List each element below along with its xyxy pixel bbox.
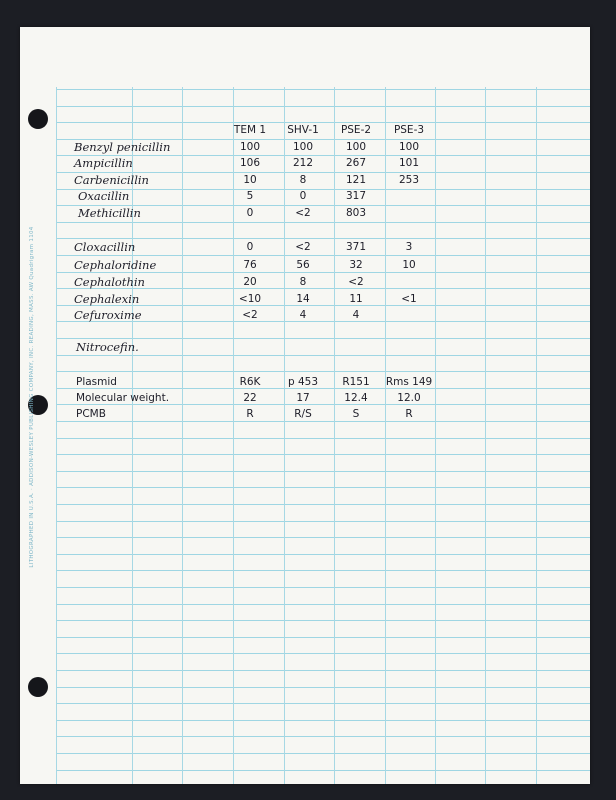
row-label: Oxacillin (78, 189, 130, 203)
table-cell: 4 (299, 309, 307, 321)
row-label: Benzyl penicillin (74, 140, 171, 154)
grid-line (56, 687, 590, 688)
table-cell: Rms 149 (385, 376, 433, 388)
margin-imprint-text: LITHOGRAPHED IN U.S.A. · ADDISON-WESLEY PUBLISHING COMPANY, INC. READING, MASS. AW Quadrigram 1104 (29, 226, 35, 568)
grid-line (56, 355, 590, 356)
grid-line (536, 87, 537, 784)
grid-line (56, 753, 590, 754)
grid-line (56, 238, 590, 239)
grid-line (56, 604, 590, 605)
table-cell: 10 (243, 174, 257, 186)
table-cell: <2 (348, 276, 364, 288)
grid-line (56, 620, 590, 621)
table-cell: 100 (345, 141, 367, 153)
grid-line (56, 89, 590, 90)
grid-line (56, 653, 590, 654)
grid-line (56, 504, 590, 505)
row-label: PCMB (76, 408, 106, 420)
notebook-page (20, 27, 590, 784)
column-header-pse3: PSE-3 (393, 124, 425, 136)
grid-line (56, 720, 590, 721)
table-cell: R/S (294, 408, 312, 420)
table-cell: 11 (349, 293, 363, 305)
grid-line (56, 421, 590, 422)
table-cell: R (246, 408, 254, 420)
grid-line (56, 255, 590, 256)
table-cell: <2 (295, 241, 311, 253)
table-cell: 14 (296, 293, 310, 305)
grid-line (56, 438, 590, 439)
row-label: Carbenicillin (74, 173, 149, 187)
grid-line (56, 371, 590, 372)
column-header-tem1: TEM 1 (233, 124, 267, 136)
row-label: Ampicillin (74, 156, 133, 170)
grid-line (56, 570, 590, 571)
grid-line (56, 87, 57, 784)
table-cell: S (352, 408, 360, 420)
table-cell: 0 (299, 190, 307, 202)
table-cell: 3 (405, 241, 413, 253)
table-cell: 76 (243, 259, 257, 271)
table-cell: 0 (246, 207, 254, 219)
grid-line (56, 537, 590, 538)
table-cell: 803 (345, 207, 367, 219)
row-label: Molecular weight. (76, 392, 170, 404)
table-cell: 212 (292, 157, 314, 169)
grid-line (56, 487, 590, 488)
grid-line (56, 587, 590, 588)
row-label: Cephaloridine (74, 258, 157, 272)
nitrocefin-label: Nitrocefin. (76, 340, 139, 354)
row-label: Cephalothin (74, 275, 145, 289)
punch-hole-bottom (28, 677, 48, 697)
column-header-pse2: PSE-2 (340, 124, 372, 136)
grid-line (56, 471, 590, 472)
table-cell: <1 (401, 293, 417, 305)
table-cell: 5 (246, 190, 254, 202)
table-cell: <2 (295, 207, 311, 219)
row-label: Plasmid (76, 376, 117, 388)
grid-line (56, 338, 590, 339)
table-cell: 12.4 (344, 392, 368, 404)
grid-line (132, 87, 133, 784)
grid-line (56, 554, 590, 555)
row-label: Cloxacillin (74, 240, 136, 254)
grid-line (385, 87, 386, 784)
table-cell: p 453 (287, 376, 319, 388)
table-cell: 253 (398, 174, 420, 186)
table-cell: R151 (342, 376, 370, 388)
table-cell: 0 (246, 241, 254, 253)
table-cell: 317 (345, 190, 367, 202)
grid-line (56, 521, 590, 522)
table-cell: R (405, 408, 413, 420)
column-header-shv1: SHV-1 (287, 124, 319, 136)
table-cell: 12.0 (397, 392, 421, 404)
table-cell: 371 (345, 241, 367, 253)
table-cell: 100 (398, 141, 420, 153)
grid-line (56, 703, 590, 704)
grid-line (182, 87, 183, 784)
table-cell: 8 (299, 276, 307, 288)
row-label: Cephalexin (74, 292, 140, 306)
row-label: Cefuroxime (74, 308, 142, 322)
grid-line (56, 637, 590, 638)
table-cell: 106 (239, 157, 261, 169)
table-cell: 8 (299, 174, 307, 186)
grid-line (56, 272, 590, 273)
grid-line (435, 87, 436, 784)
table-cell: 32 (349, 259, 363, 271)
grid-line (56, 222, 590, 223)
table-cell: R6K (239, 376, 261, 388)
table-cell: <10 (238, 293, 262, 305)
row-label: Methicillin (78, 206, 141, 220)
margin-imprint (22, 137, 42, 657)
punch-hole-top (28, 109, 48, 129)
table-cell: 100 (292, 141, 314, 153)
table-cell: 100 (239, 141, 261, 153)
table-cell: 4 (352, 309, 360, 321)
table-cell: 20 (243, 276, 257, 288)
grid-line (56, 454, 590, 455)
table-cell: 10 (402, 259, 416, 271)
table-cell: 22 (243, 392, 257, 404)
table-cell: 101 (398, 157, 420, 169)
grid-line (56, 736, 590, 737)
grid-line (56, 106, 590, 107)
table-cell: 267 (345, 157, 367, 169)
grid-line (56, 670, 590, 671)
table-cell: 56 (296, 259, 310, 271)
table-cell: 121 (345, 174, 367, 186)
grid-line (56, 770, 590, 771)
table-cell: <2 (242, 309, 258, 321)
grid-line (485, 87, 486, 784)
table-cell: 17 (296, 392, 310, 404)
